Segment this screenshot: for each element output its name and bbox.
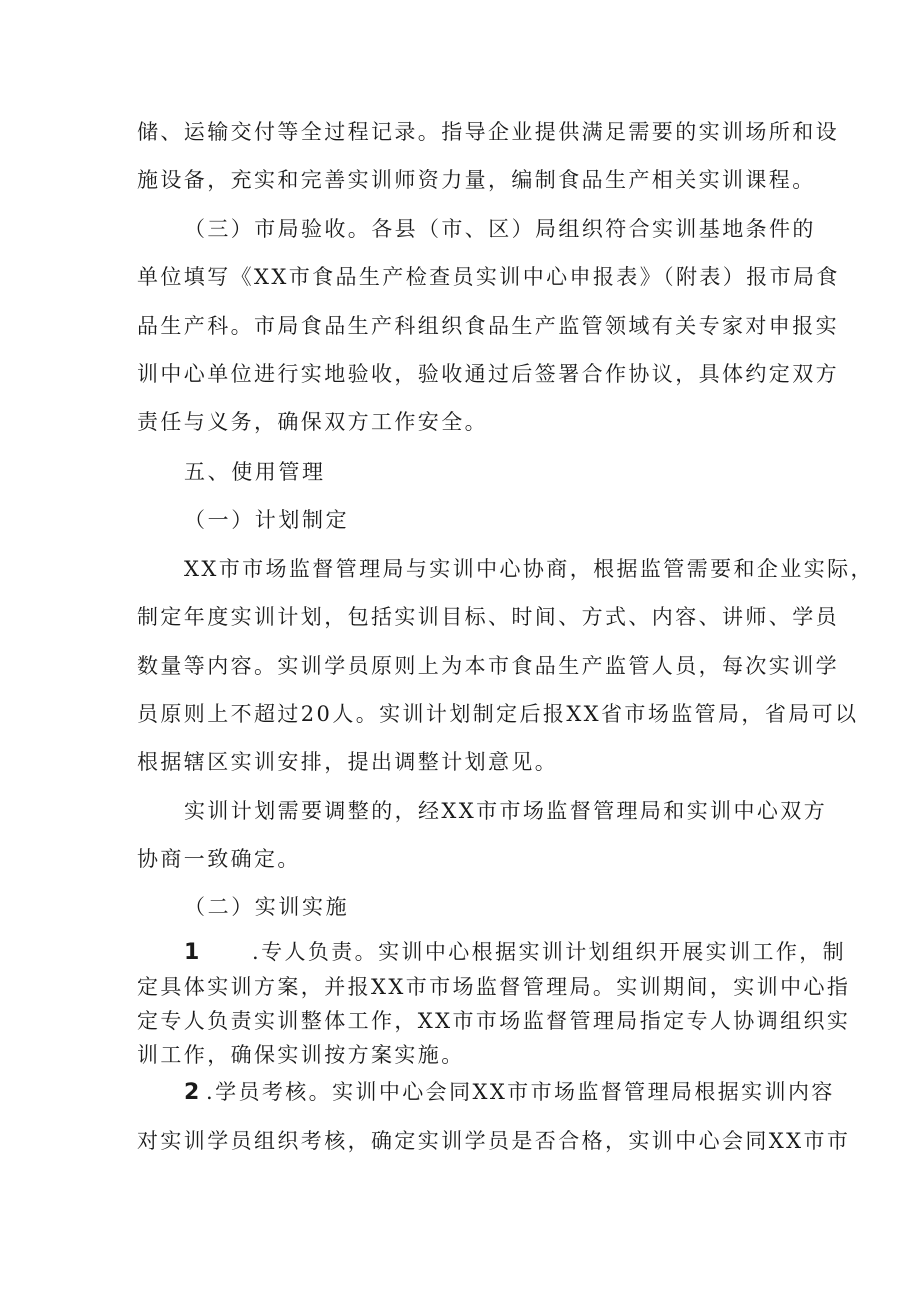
paragraph-line: 实训计划需要调整的，经XX市市场监督管理局和实训中心双方 <box>184 799 828 823</box>
paragraph-line: 数量等内容。实训学员原则上为本市食品生产监管人员，每次实训学 <box>137 654 839 678</box>
paragraph-line: 根据辖区实训安排，提出调整计划意见。 <box>137 750 559 774</box>
paragraph-line: 储、运输交付等全过程记录。指导企业提供满足需要的实训场所和设 <box>137 120 839 144</box>
paragraph-line: 制定年度实训计划，包括实训目标、时间、方式、内容、讲师、学员 <box>137 605 839 629</box>
paragraph-line: 对实训学员组织考核，确定实训学员是否合格，实训中心会同XX市市 <box>137 1129 851 1153</box>
paragraph-line: 训工作，确保实训按方案实施。 <box>137 1043 465 1067</box>
item-number: 1 <box>184 940 202 965</box>
section-heading: 五、使用管理 <box>184 460 326 484</box>
item-number: 2 <box>184 1080 202 1105</box>
paragraph-line: .学员考核。实训中心会同XX市市场监督管理局根据实训内容 <box>206 1080 835 1104</box>
paragraph-line: 定具体实训方案，并报XX市市场监督管理局。实训期间，实训中心指 <box>137 975 851 999</box>
paragraph-line: 单位填写《XX市食品生产检查员实训中心申报表》（附表）报市局食 <box>137 265 840 289</box>
paragraph-line: 施设备，充实和完善实训师资力量，编制食品生产相关实训课程。 <box>137 168 816 192</box>
paragraph-line: 员原则上不超过20人。实训计划制定后报XX省市场监管局，省局可以 <box>137 702 859 726</box>
paragraph-line: 责任与义务，确保双方工作安全。 <box>137 410 488 434</box>
paragraph-line: 定专人负责实训整体工作，XX市市场监督管理局指定专人协调组织实 <box>137 1009 851 1033</box>
subsection-heading: （一）计划制定 <box>184 508 350 532</box>
paragraph-line: 品生产科。市局食品生产科组织食品生产监管领域有关专家对申报实 <box>137 314 839 338</box>
subsection-heading: （二）实训实施 <box>184 895 350 919</box>
paragraph-line: 协商一致确定。 <box>137 847 301 871</box>
paragraph-line: （三）市局验收。各县（市、区）局组织符合实训基地条件的 <box>184 217 816 241</box>
paragraph-line: XX市市场监督管理局与实训中心协商，根据监管需要和企业实际， <box>184 557 874 581</box>
paragraph-line: .专人负责。实训中心根据实训计划组织开展实训工作，制 <box>252 940 847 964</box>
paragraph-line: 训中心单位进行实地验收，验收通过后签署合作协议，具体约定双方 <box>137 362 839 386</box>
